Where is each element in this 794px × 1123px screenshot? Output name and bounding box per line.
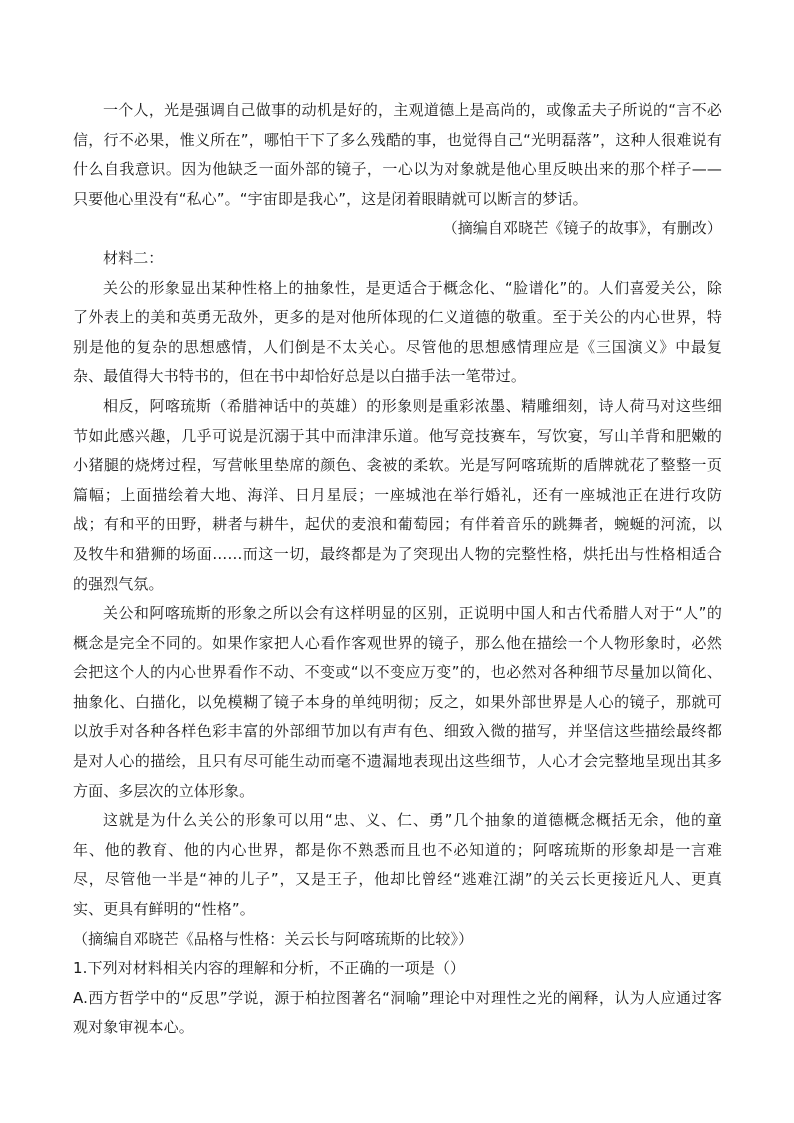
source-citation-2: （摘编自邓晓芒《品格与性格：关云长与阿喀琉斯的比较》）	[73, 929, 474, 948]
question-stem: 1.下列对材料相关内容的理解和分析，不正确的一项是（）	[73, 959, 466, 978]
paragraph-1: 一个人，光是强调自己做事的动机是好的，主观道德上是高尚的，或像孟夫子所说的“言不必信，行不必果，惟义所在”，哪怕干下了多么残酷的事，也觉得自己“光明磊落”，这种人很难说有什么自我意识。因为他缺乏一面外部的镜子，一心以为对象就是他心里反映出来的那个样子——只要他心里没有“私心”。“宇宙即是我心”，这是闭着眼睛就可以断言的梦话。	[73, 101, 722, 208]
paragraph-2: 关公的形象显出某种性格上的抽象性，是更适合于概念化、“脸谱化”的。人们喜爱关公，除了外表上的美和英勇无敌外，更多的是对他所体现的仁义道德的敬重。至于关公的内心世界，特别是他的复杂的思想感情，人们倒是不太关心。尽管他的思想感情理应是《三国演义》中最复杂、最值得大书特书的，但在书中却恰好总是以白描手法一笔带过。	[73, 278, 722, 386]
paragraph-3: 相反，阿喀琉斯（希腊神话中的英雄）的形象则是重彩浓墨、精雕细刻，诗人荷马对这些细节如此感兴趣，几乎可说是沉溺于其中而津津乐道。他写竞技赛车，写饮宴，写山羊背和肥嫩的小猪腿的烧烤过程，写营帐里垫席的颜色、衾被的柔软。光是写阿喀琉斯的盾牌就花了整整一页篇幅；上面描绘着大地、海洋、日月星辰；一座城池在举行婚礼，还有一座城池正在进行攻防战；有和平的田野，耕者与耕牛，起伏的麦浪和葡萄园；有伴着音乐的跳舞者，蜿蜒的河流，以及牧牛和猎狮的场面……而这一切，最终都是为了突现出人物的完整性格，烘托出与性格相适合的强烈气氛。	[73, 396, 722, 593]
material-2-label: 材料二：	[103, 248, 164, 267]
paragraph-4: 关公和阿喀琉斯的形象之所以会有这样明显的区别，正说明中国人和古代希腊人对于“人”的概念是完全不同的。如果作家把人心看作客观世界的镜子，那么他在描绘一个人物形象时，必然会把这个人的内心世界看作不动、不变或“以不变应万变”的，也必然对各种细节尽量加以简化、抽象化、白描化，以免模糊了镜子本身的单纯明彻；反之，如果外部世界是人心的镜子，那就可以放手对各种各样色彩丰富的外部细节加以有声有色、细致入微的描写，并坚信这些描绘最终都是对人心的描绘，且只有尽可能生动而毫不遗漏地表现出这些细节，人心才会完整地呈现出其多方面、多层次的立体形象。	[73, 604, 722, 800]
question-option-a: A.西方哲学中的“反思”学说，源于柏拉图著名“洞喻”理论中对理性之光的阐释，认为人应通过客观对象审视本心。	[73, 988, 722, 1037]
source-citation-1: （摘编自邓晓芒《镜子的故事》，有删改）	[442, 219, 722, 238]
paragraph-5: 这就是为什么关公的形象可以用“忠、义、仁、勇”几个抽象的道德概念概括无余，他的童年、他的教育、他的内心世界，都是你不熟悉而且也不必知道的；阿喀琉斯的形象却是一言难尽，尽管他一半是“神的儿子”，又是王子，他却比曾经“逃难江湖”的关云长更接近凡人、更真实、更具有鲜明的“性格”。	[73, 811, 722, 919]
